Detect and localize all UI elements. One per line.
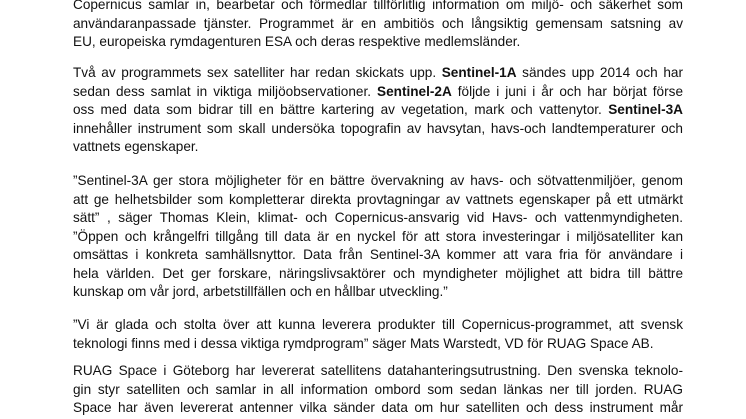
text-line: hela världen. Det ger forskare, näringslivsaktörer och myndigheter möjlighet att bidra till bättre xyxy=(73,265,683,281)
text-line: ”Vi är glada och stolta över att kunna leverera produkter till Copernicus-programmet, att svensk xyxy=(73,317,683,332)
text-line: gin styr satelliten och samlar in all information ombord som sedan länkas ner till jorden. RUAG xyxy=(73,381,683,397)
text-line: Space har även levererat antenner vilka sänder data om hur satelliten och dess instrument mår xyxy=(73,400,683,415)
text-line: teknologi finns med i dessa viktiga rymdprogram” säger Mats Warstedt, VD för RUAG Space AB. xyxy=(73,335,654,351)
paragraph-copernicus-intro xyxy=(73,0,683,52)
text-line: ”Sentinel-3A ger stora möjligheter för en bättre övervakning av havs- och sötvattenmiljöer, genom xyxy=(73,173,683,188)
sentinel-1a-bold: Sentinel-1A xyxy=(441,65,517,80)
paragraph-thomas-klein-quote xyxy=(73,172,683,302)
text-line: Copernicus samlar in, bearbetar och förmedlar tillförlitlig information om miljö- och säkerhet som xyxy=(73,0,683,12)
paragraph-ruag-delivery xyxy=(73,362,683,418)
text-line: Två av programmets sex satelliter har redan skickats upp. Sentinel-1A sändes upp 2014 och har xyxy=(73,65,683,80)
text-line: oss med data som bidrar till en bättre kartering av vegetation, mark och vattenytor. Sentinel-3A xyxy=(73,102,683,117)
text-line: ”Öppen och krångelfri tillgång till data är en nyckel för att stora investeringar i miljösatelliter kan xyxy=(73,228,683,244)
text-line: att ge helhetsbilder som kompletterar direkta provtagningar av vattnets egenskaper på ett utmärkt xyxy=(73,191,683,207)
sentinel-3a-bold: Sentinel-3A xyxy=(608,102,683,117)
paragraph-mats-warstedt-quote xyxy=(73,316,683,353)
text-line: kunskap om vår jord, arbetstillfällen och en hållbar utveckling.” xyxy=(73,284,448,299)
text-line: användaranpassade tjänster. Programmet är en ambitiös och långsiktig gemensam satsning av xyxy=(73,15,683,31)
text-line: EU, europeiska rymdagenturen ESA och deras respektive medlemsländer. xyxy=(73,34,521,49)
paragraph-satellites xyxy=(73,64,683,157)
text-line: vattnets egenskaper. xyxy=(73,139,199,154)
text-line: innehåller instrument som skall undersöka topografin av havsytan, havs-och landtemperaturer och xyxy=(73,120,683,136)
text-line: RUAG Space i Göteborg har levererat satellitens datahanteringsutrustning. Den svenska teknolo- xyxy=(73,363,683,378)
text-line: sätt” , säger Thomas Klein, klimat- och Copernicus-ansvarig vid Havs- och vattenmyndigheten. xyxy=(73,210,683,225)
text-line: omsättas i konkreta samhällsnyttor. Data från Sentinel-3A kommer att vara fria för användare i xyxy=(73,247,683,262)
sentinel-2a-bold: Sentinel-2A xyxy=(377,83,452,99)
text-line: sedan dess samlat in viktiga miljöobservationer. Sentinel-2A följde i juni i år och har börjat förse xyxy=(73,83,684,99)
